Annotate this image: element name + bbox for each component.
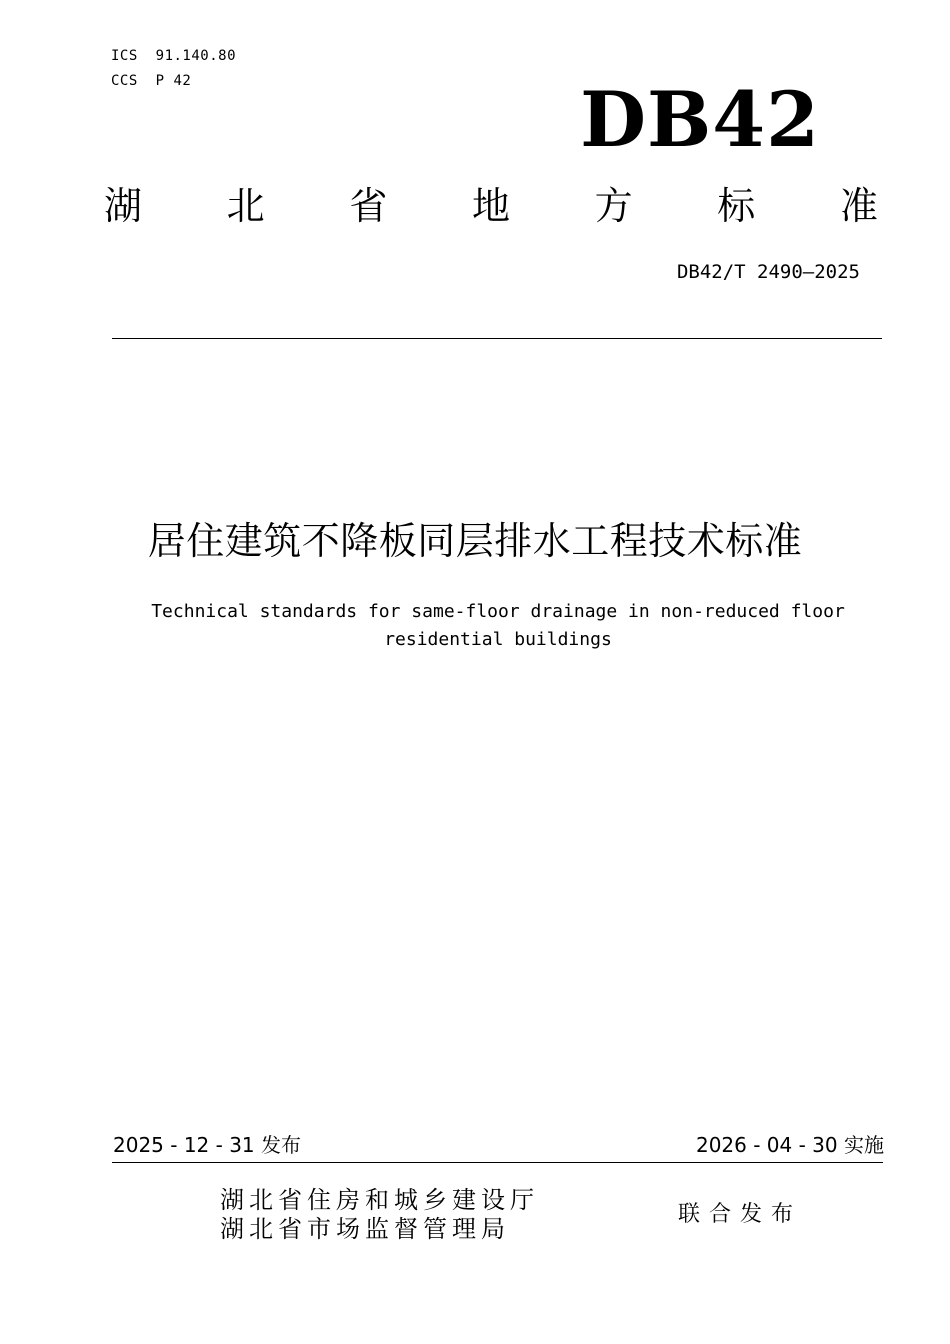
db-standard-mark: DB42 — [580, 75, 820, 164]
standard-type-heading — [104, 182, 878, 230]
ics-code: ICS 91.140.80 — [111, 48, 237, 64]
header-divider — [112, 338, 882, 339]
footer-divider — [112, 1162, 883, 1163]
document-title-chinese: 居住建筑不降板同层排水工程技术标准 — [147, 519, 803, 563]
publisher-housing-department: 湖北省住房和城乡建设厅 — [220, 1186, 539, 1214]
implementation-date: 2026 - 04 - 30 实施 — [695, 1133, 884, 1157]
joint-release-label: 联合发布 — [678, 1202, 803, 1227]
standard-type-char: 地 — [471, 184, 510, 228]
document-title-english: Technical standards for same-floor drainage in non-reduced floor residential buildings — [151, 601, 845, 650]
standard-type-char: 准 — [839, 184, 878, 228]
standard-type-char: 北 — [226, 184, 265, 228]
standard-type-char: 方 — [594, 184, 633, 228]
issue-date: 2025 - 12 - 31 发布 — [113, 1133, 302, 1157]
standard-type-char: 省 — [349, 184, 388, 228]
publisher-market-regulation-bureau: 湖北省市场监督管理局 — [220, 1215, 510, 1243]
standard-number: DB42/T 2490—2025 — [676, 261, 860, 283]
standard-type-char: 标 — [717, 184, 756, 228]
standard-type-char: 湖 — [104, 184, 143, 228]
ccs-code: CCS P 42 — [111, 73, 192, 89]
